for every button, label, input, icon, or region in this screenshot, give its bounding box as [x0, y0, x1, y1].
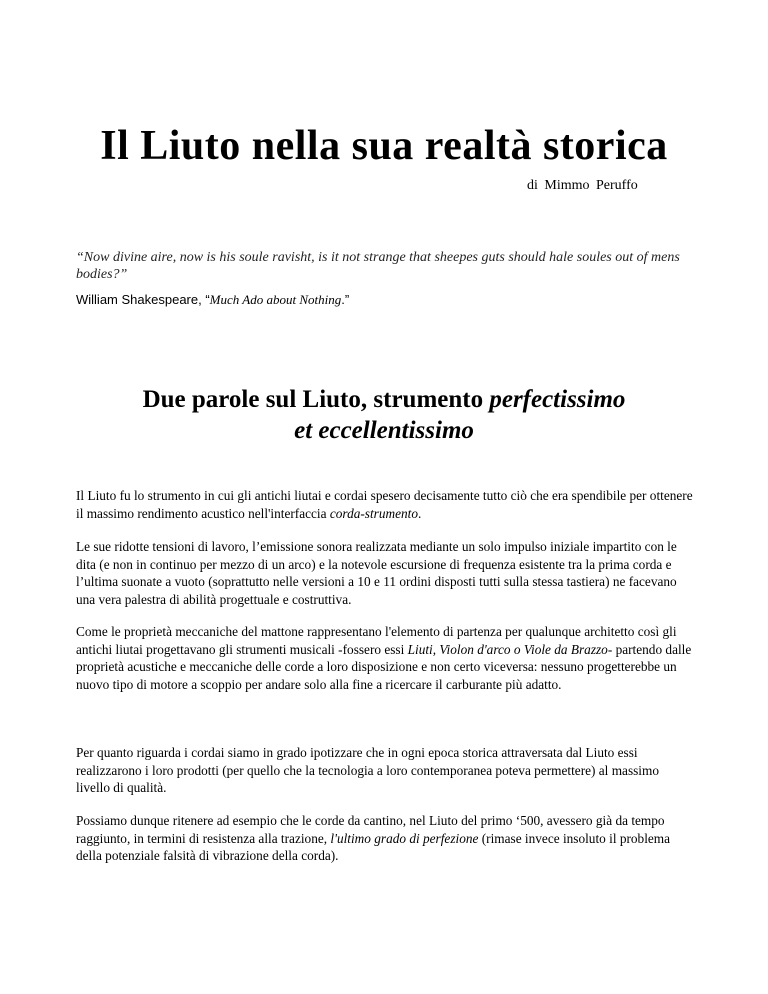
section-heading-line-1 — [0, 384, 768, 415]
paragraph-1-end: . — [418, 505, 422, 521]
author-line: di Mimmo Peruffo — [527, 178, 638, 193]
section-heading-normal: Due parole sul Liuto, strumento — [142, 386, 490, 413]
paragraph-2: Le sue ridotte tensioni di lavoro, l’emissione sonora realizzata mediante un solo impulso iniziale impartito con le dita (e non in continuo per mezzo di un arco) e la notevole escursione di frequenza esistente tra la prima corda e l’ultima suonate a vuoto (soprattutto nelle versioni a 10 e 11 ordini disposti tutti sulla stessa tastiera) ne facevano una vera palestra di abilità progettuale e costruttiva. — [76, 539, 677, 607]
attribution-suffix: .” — [341, 292, 350, 307]
epigraph-quote: “Now divine aire, now is his soule ravisht, is it not strange that sheepes guts should hale soules out of mens bodies?” — [76, 250, 680, 282]
attribution-work: Much Ado about Nothing — [209, 292, 342, 307]
paragraph-5-italic: l'ultimo grado di perfezione — [330, 830, 479, 846]
paragraph-3-text-b: - partendo dalle proprietà acustiche e meccaniche delle corde a loro disposizione e non certo viceversa: nessuno progetterebbe un nuovo tipo di motore a scoppio per andare solo alla fine a ricercare il carburante più adatto. — [76, 641, 692, 692]
paragraph-5-text-b: (rimase invece insoluto il problema della potenziale falsità di vibrazione della corda). — [76, 830, 671, 863]
attribution-prefix: William Shakespeare, “ — [76, 292, 210, 307]
paragraph-4: Per quanto riguarda i cordai siamo in grado ipotizzare che in ogni epoca storica attraversata dal Liuto essi realizzarono i loro prodotti (per quello che la tecnologia a loro contemporanea poteva permettere) al massimo livello di qualità. — [76, 745, 659, 795]
paragraph-3-italic: Liuti, Violon d'arco o Viole da Brazzo — [407, 641, 608, 657]
section-heading-italic-1: perfectissimo — [489, 386, 626, 413]
paragraph-5 — [76, 812, 696, 865]
paragraph-3 — [76, 623, 696, 693]
page-title: Il Liuto nella sua realtà storica — [100, 123, 668, 169]
epigraph-attribution — [76, 292, 349, 308]
section-heading-line-2: et eccellentissimo — [294, 417, 474, 444]
paragraph-1-italic: corda-strumento — [329, 505, 418, 521]
paragraph-3-text-a: Come le proprietà meccaniche del mattone rappresentano l'elemento di partenza per qualunque architetto così gli antichi liutai progettavano gli strumenti musicali -fossero essi — [76, 624, 677, 657]
section-heading — [0, 384, 768, 446]
paragraph-1-text: Il Liuto fu lo strumento in cui gli antichi liutai e cordai spesero decisamente tutto ciò che era spendibile per ottenere il massimo rendimento acustico nell'interfaccia — [76, 488, 693, 521]
paragraph-5-text-a: Possiamo dunque ritenere ad esempio che le corde da cantino, nel Liuto del primo ‘500, avessero già da tempo raggiunto, in termini di resistenza alla trazione, — [76, 813, 665, 846]
paragraph-1 — [76, 487, 696, 522]
